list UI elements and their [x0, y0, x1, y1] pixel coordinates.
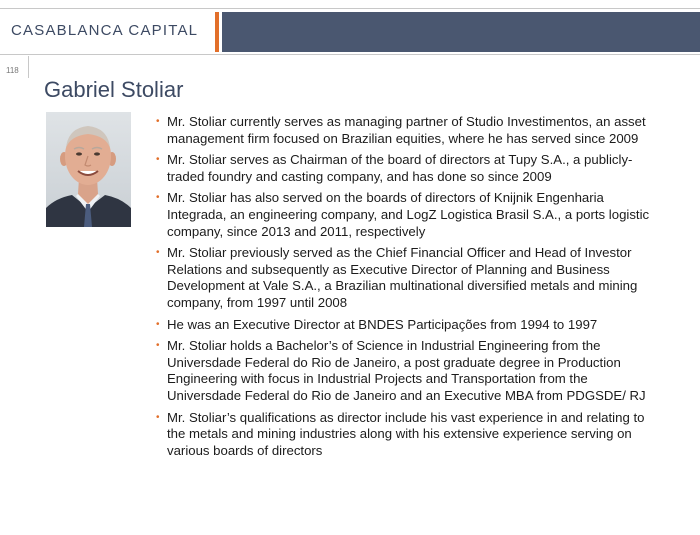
page-number-divider	[28, 56, 29, 78]
bullet-dot-icon: •	[156, 411, 160, 423]
bullet-dot-icon: •	[156, 340, 160, 352]
page-title: Gabriel Stoliar	[44, 77, 184, 102]
bullet-text: He was an Executive Director at BNDES Participações from 1994 to 1997	[167, 316, 598, 332]
bullet-text: Mr. Stoliar previously served as the Chief Financial Officer and Head of Investor Relations and subsequently as Executive Director of Planning and Business Development at Vale S.A., a Brazilian multinational diversified metals and mining company, from 1997 until 2008	[167, 245, 638, 310]
header-rule-bottom	[0, 54, 700, 55]
header-banner	[222, 12, 700, 52]
bullet-text: Mr. Stoliar holds a Bachelor’s of Science in Industrial Engineering from the Universdade Federal do Rio de Janeiro, a post graduate degree in Production Engineering with focus in Industrial Projects and Transportation from the Universdade Federal do Rio de Janeiro and an Executive MBA from PDGSDE/ RJ	[167, 338, 646, 403]
list-item	[156, 245, 656, 311]
page-number: 118	[6, 66, 19, 75]
bullet-text: Mr. Stoliar serves as Chairman of the board of directors at Tupy S.A., a publicly-traded foundry and casting company, and has done so since 2009	[167, 152, 633, 184]
bullet-text: Mr. Stoliar has also served on the boards of directors of Knijnik Engenharia Integrada, an engineering company, and LogZ Logistica Brasil S.A., a ports logistic company, since 2013 and 2011, respectively	[167, 190, 650, 239]
list-item	[156, 410, 656, 460]
bullet-dot-icon: •	[156, 247, 160, 259]
list-item	[156, 114, 656, 147]
list-item	[156, 338, 656, 404]
bullet-dot-icon: •	[156, 318, 160, 330]
list-item	[156, 317, 656, 334]
header-accent-bar	[215, 12, 219, 52]
bullet-dot-icon: •	[156, 192, 160, 204]
bullet-dot-icon: •	[156, 154, 160, 166]
brand-logo-text: CASABLANCA CAPITAL	[11, 22, 199, 39]
bullet-text: Mr. Stoliar’s qualifications as director include his vast experience in and relating to the metals and mining industries along with his extensive experience serving on various boards of directors	[167, 409, 645, 458]
bullet-dot-icon: •	[156, 116, 160, 127]
header-rule-top	[0, 8, 700, 9]
list-item	[156, 190, 656, 240]
list-item	[156, 152, 656, 185]
portrait-photo	[46, 112, 131, 227]
bullet-text: Mr. Stoliar currently serves as managing partner of Studio Investimentos, an asset management firm focused on Brazilian equities, where he has served since 2009	[167, 114, 646, 146]
biography-bullet-list	[156, 114, 656, 464]
